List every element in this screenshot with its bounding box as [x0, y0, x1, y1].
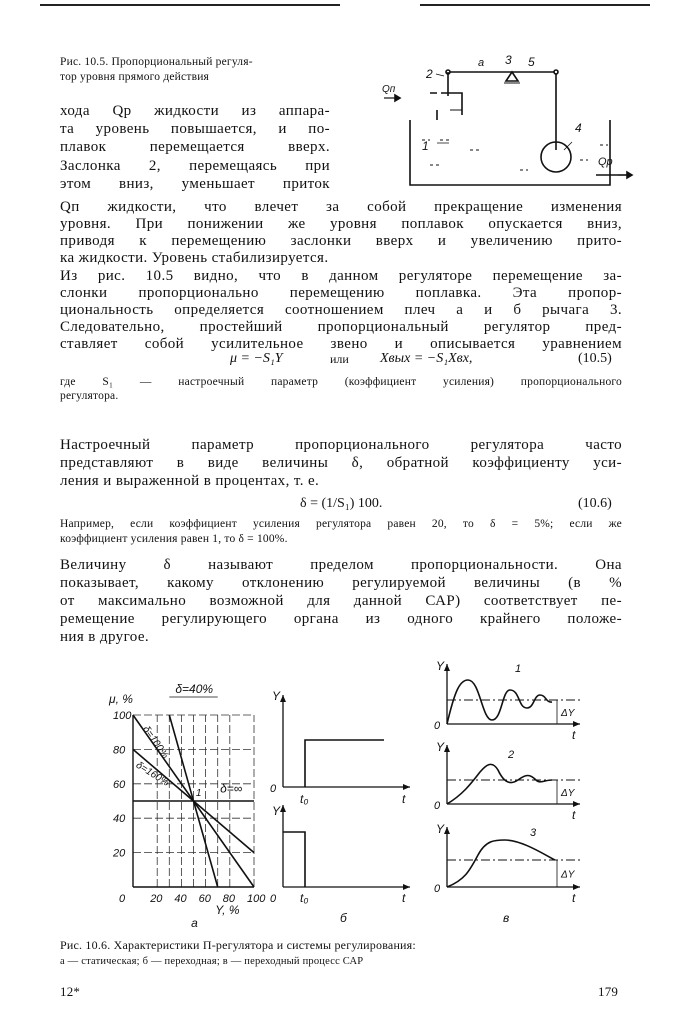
y-tick-label: 60 [113, 778, 126, 791]
text-line: показывает, какому отклонению регулируемой величины (в % [60, 575, 622, 591]
y-label: Y [436, 740, 445, 754]
text-line: ставляет собой усилительное звено и описывается уравнением [60, 336, 622, 352]
y-tick-label: 100 [113, 710, 132, 722]
origin-label: 0 [270, 893, 277, 905]
x-axis-label: Y, % [215, 903, 240, 917]
origin-label: 0 [119, 893, 126, 905]
process-3-y-arrow-icon [444, 827, 450, 834]
page-number: 179 [598, 984, 619, 999]
y-label: Y [272, 689, 281, 703]
t-label: t [402, 792, 406, 806]
text-line: Qп жидкости, что влечет за собой прекращение изменения [60, 199, 622, 215]
equation-10-5-left: μ = −S₁Y [230, 351, 283, 366]
origin-label: 0 [434, 720, 441, 732]
label-5: 5 [528, 55, 535, 69]
equation-10-5-number: (10.5) [578, 351, 612, 366]
x-tick-label: 100 [247, 893, 266, 905]
text-line: регулятора. [60, 390, 119, 402]
annotation-delta-160: δ=160% [133, 759, 172, 789]
label-float-4: 4 [575, 121, 582, 135]
text-line: этом вниз, уменьшает приток [60, 176, 330, 192]
subfigure-label-b: б [340, 911, 347, 925]
text-line: Из рис. 10.5 видно, что в данном регуляторе перемещение за- [60, 268, 622, 284]
equation-10-6: δ = (1/S₁) 100. [300, 496, 383, 511]
transient-curve-1 [447, 680, 552, 724]
text-line: приводя к перемещению заслонки вверх и увеличению прито- [60, 233, 622, 249]
text-line: где S₁ — настроечный параметр (коэффициент усиления) пропорционального [60, 376, 622, 388]
process-2-y-arrow-icon [444, 745, 450, 752]
label-outflow: Qp [598, 156, 613, 168]
t0-label: t₀ [300, 891, 309, 905]
text-line: плавок перемещается вверх. [60, 139, 330, 155]
text-line: от максимально возможной для данной САР) соответствует пе- [60, 593, 622, 609]
text-line: Величину δ называют пределом пропорциональности. Она [60, 557, 622, 573]
delta-y-label: ΔY [561, 708, 575, 719]
equation-10-5-right: Xвых = −S₁Xвх, [380, 351, 473, 366]
pulse-input-y-arrow-icon [280, 805, 286, 812]
annotation-delta-40: δ=40% [175, 682, 214, 696]
annotation-point-1: 1 [195, 787, 202, 799]
label-arm-a: a [478, 57, 485, 69]
label-lever-3: 3 [505, 53, 512, 67]
pulse-input-t-arrow-icon [403, 884, 410, 890]
equation-10-6-number: (10.6) [578, 496, 612, 511]
y-axis-label: μ, % [109, 692, 133, 706]
annotation-delta-inf: δ=∞ [220, 781, 243, 796]
text-line: Например, если коэффициент усиления регулятора равен 20, то δ = 5%; если же [60, 518, 622, 530]
text-line: Заслонка 2, перемещаясь при [60, 158, 330, 174]
curve-label-1: 1 [515, 663, 522, 675]
process-2-t-arrow-icon [573, 801, 580, 807]
process-3-t-arrow-icon [573, 884, 580, 890]
annotation-delta-100: δ=100% [140, 724, 171, 761]
text-line: уровня. При понижении же уровня поплавок опускается вниз, [60, 216, 622, 232]
subfigure-label-a: а [191, 916, 198, 930]
y-label: Y [436, 659, 445, 673]
text-line: ремещение регулирующего органа из одного крайнего положе- [60, 611, 622, 627]
fig105-caption-line: Рис. 10.5. Пропорциональный регуля- [60, 56, 253, 68]
text-line: ления и выраженной в процентах, т. е. [60, 473, 320, 489]
t-label: t [572, 891, 576, 905]
y-tick-label: 40 [113, 813, 126, 826]
text-line: ка жидкости. Уровень стабилизируется. [60, 250, 329, 266]
t-label: t [402, 891, 406, 905]
transient-curve-3 [447, 840, 555, 887]
y-label: Y [436, 822, 445, 836]
step-input-y-arrow-icon [280, 695, 286, 702]
pulse-response-line [283, 832, 305, 887]
subfigure-label-v: в [503, 911, 510, 925]
text-line: та уровень повышается, и по- [60, 121, 330, 137]
transient-curve-2 [447, 764, 552, 804]
step-response-line [305, 740, 384, 787]
y-tick-label: 80 [113, 744, 126, 757]
x-tick-label: 80 [222, 893, 236, 905]
origin-label: 0 [434, 800, 441, 812]
delta-y-label: ΔY [561, 788, 575, 799]
text-line: Следовательно, простейший пропорциональный регулятор пред- [60, 319, 622, 335]
t0-label: t₀ [300, 792, 309, 806]
equation-10-5-or: или [330, 352, 349, 366]
signature-mark: 12* [60, 984, 81, 999]
x-tick-label: 20 [150, 893, 163, 905]
curve-label-2: 2 [508, 749, 515, 761]
delta-y-label: ΔY [561, 869, 575, 881]
process-1-t-arrow-icon [573, 721, 580, 727]
fig105-caption-line: тор уровня прямого действия [60, 71, 210, 83]
x-tick-label: 60 [198, 893, 211, 905]
x-tick-label: 40 [174, 893, 187, 905]
text-line: слонки пропорционально перемещению поплавка. Эта пропор- [60, 285, 622, 301]
step-input-t-arrow-icon [403, 784, 410, 790]
label-inflow: Qп [382, 84, 396, 95]
process-1-y-arrow-icon [444, 664, 450, 671]
label-tank-1: 1 [422, 139, 429, 153]
y-tick-label: 20 [113, 847, 126, 860]
t-label: t [572, 728, 576, 742]
label-damper-2: 2 [426, 67, 433, 81]
fig106-caption: Рис. 10.6. Характеристики П-регулятора и системы регулирования: [60, 938, 416, 952]
text-line: Настроечный параметр пропорционального регулятора часто [60, 437, 622, 453]
y-label: Y [272, 804, 281, 818]
text-line: хода Qр жидкости из аппара- [60, 103, 330, 119]
curve-label-3: 3 [530, 827, 537, 839]
text-line: ния в другое. [60, 629, 150, 645]
text-line: циональность определяется соотношением плеч a и б рычага 3. [60, 302, 622, 318]
text-line: представляют в виде величины δ, обратной коэффициенту уси- [60, 455, 622, 471]
text-line: коэффициент усиления равен 1, то δ = 100%. [60, 533, 288, 545]
fig106-subcaption: а — статическая; б — переходная; в — переходный процесс САР [60, 956, 364, 967]
origin-label: 0 [434, 883, 441, 895]
origin-label: 0 [270, 783, 277, 795]
t-label: t [572, 808, 576, 822]
